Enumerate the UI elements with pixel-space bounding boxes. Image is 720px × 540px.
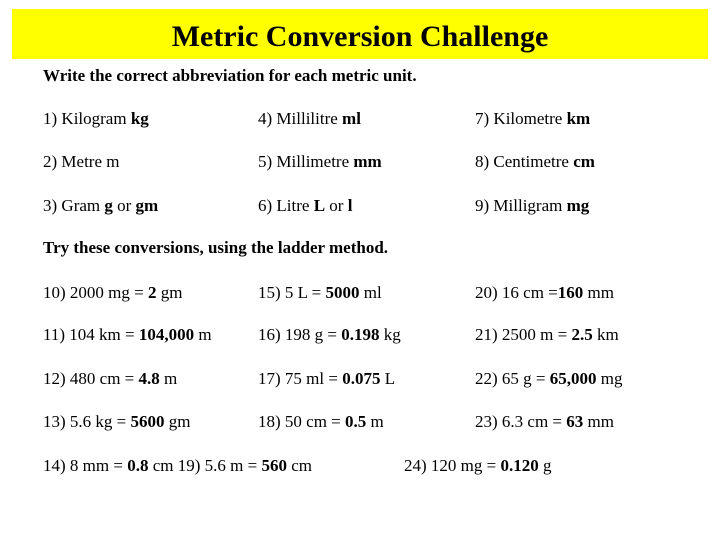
abbrev-item-1: 1) Kilogram kg: [43, 109, 149, 128]
conversion-item-14-19: 14) 8 mm = 0.8 cm 19) 5.6 m = 560 cm: [43, 456, 312, 475]
abbrev-item-3: 3) Gram g or gm: [43, 196, 159, 215]
conversion-item-11: 11) 104 km = 104,000 m: [43, 325, 212, 344]
conversion-item-12: 12) 480 cm = 4.8 m: [43, 369, 178, 388]
conversion-item-21: 21) 2500 m = 2.5 km: [475, 325, 619, 344]
page-title: Metric Conversion Challenge: [171, 20, 549, 53]
abbrev-item-8: 8) Centimetre cm: [475, 152, 595, 171]
conversion-item-23: 23) 6.3 cm = 63 mm: [475, 412, 614, 431]
title-banner: [12, 9, 708, 59]
conversion-item-22: 22) 65 g = 65,000 mg: [475, 369, 623, 388]
section2-heading: Try these conversions, using the ladder method.: [43, 238, 389, 257]
conversion-item-13: 13) 5.6 kg = 5600 gm: [43, 412, 191, 431]
abbrev-item-4: 4) Millilitre ml: [258, 109, 361, 128]
abbrev-item-6: 6) Litre L or l: [258, 196, 353, 215]
conversion-item-20: 20) 16 cm =160 mm: [475, 283, 614, 302]
abbrev-item-9: 9) Milligram mg: [475, 196, 590, 215]
abbrev-item-7: 7) Kilometre km: [475, 109, 591, 128]
conversion-item-15: 15) 5 L = 5000 ml: [258, 283, 382, 302]
conversion-item-10: 10) 2000 mg = 2 gm: [43, 283, 183, 302]
abbrev-item-5: 5) Millimetre mm: [258, 152, 382, 171]
abbrev-item-2: 2) Metre m: [43, 152, 120, 171]
conversion-item-24: 24) 120 mg = 0.120 g: [404, 456, 552, 475]
conversion-item-16: 16) 198 g = 0.198 kg: [258, 325, 401, 344]
section1-heading: Write the correct abbreviation for each metric unit.: [43, 66, 417, 85]
conversion-item-18: 18) 50 cm = 0.5 m: [258, 412, 384, 431]
conversion-item-17: 17) 75 ml = 0.075 L: [258, 369, 396, 388]
